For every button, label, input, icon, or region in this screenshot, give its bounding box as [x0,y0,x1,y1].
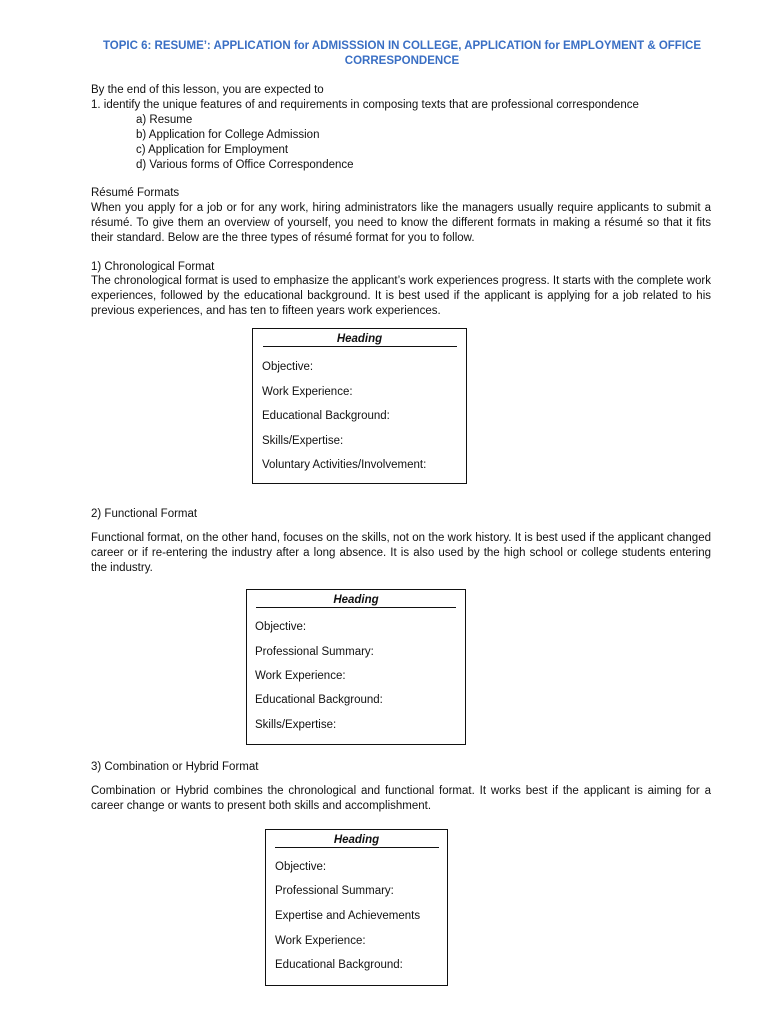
page-title: TOPIC 6: RESUME’: APPLICATION for ADMISSSION IN COLLEGE, APPLICATION for EMPLOYMENT & OFFICE CORRESPONDENCE [102,40,702,67]
hybrid-text: Combination or Hybrid combines the chronological and functional format. It works best if the applicant is aiming for a career change or wants to present both skills and accomplishment. [91,785,711,812]
box-heading: Heading [263,333,457,347]
objective-item: a) Resume [136,114,193,126]
box-heading: Heading [275,834,439,848]
objective-item: d) Various forms of Office Correspondence [136,159,354,171]
box-item: Skills/Expertise: [262,435,344,447]
box-item: Educational Background: [255,694,383,706]
objective-1: 1. identify the unique features of and requirements in composing texts that are professional correspondence [91,99,639,111]
box-item: Educational Background: [262,410,390,422]
box-item: Work Experience: [262,386,353,398]
chronological-text: The chronological format is used to emphasize the applicant’s work experiences progress. It starts with the complete work experiences, followed by the educational background. It is best used if the applicant is applying for a job related to his previous experiences, and has ten to fifteen years work experiences. [91,275,711,317]
objective-item: b) Application for College Admission [136,129,320,141]
box-item: Educational Background: [275,959,403,971]
box-item: Work Experience: [275,935,366,947]
box-item: Objective: [262,361,314,373]
box-item: Work Experience: [255,670,346,682]
box-item: Objective: [275,861,327,873]
chronological-heading: 1) Chronological Format [91,261,215,273]
hybrid-format-box [265,829,448,986]
box-item: Voluntary Activities/Involvement: [262,459,427,471]
box-item: Skills/Expertise: [255,719,337,731]
resume-formats-text: When you apply for a job or for any work, hiring administrators like the managers usually require applicants to submit a résumé. To give them an overview of yourself, you need to know the different formats in making a résumé so that it fits their standard. Below are the three types of résumé format for you to follow. [91,202,711,244]
resume-formats-heading: Résumé Formats [91,187,180,199]
intro-text: By the end of this lesson, you are expected to [91,84,324,96]
objective-item: c) Application for Employment [136,144,289,156]
box-item: Objective: [255,621,307,633]
box-item: Professional Summary: [255,646,374,658]
functional-heading: 2) Functional Format [91,508,198,520]
box-heading: Heading [256,594,456,608]
box-item: Professional Summary: [275,885,394,897]
box-item: Expertise and Achievements [275,910,421,922]
functional-text: Functional format, on the other hand, focuses on the skills, not on the work history. It is best used if the applicant changed career or if re-entering the industry after a long absence. It is also used by the high school or college students entering the industry. [91,532,711,574]
chronological-format-box [252,328,467,484]
functional-format-box [246,589,466,745]
hybrid-heading: 3) Combination or Hybrid Format [91,761,259,773]
